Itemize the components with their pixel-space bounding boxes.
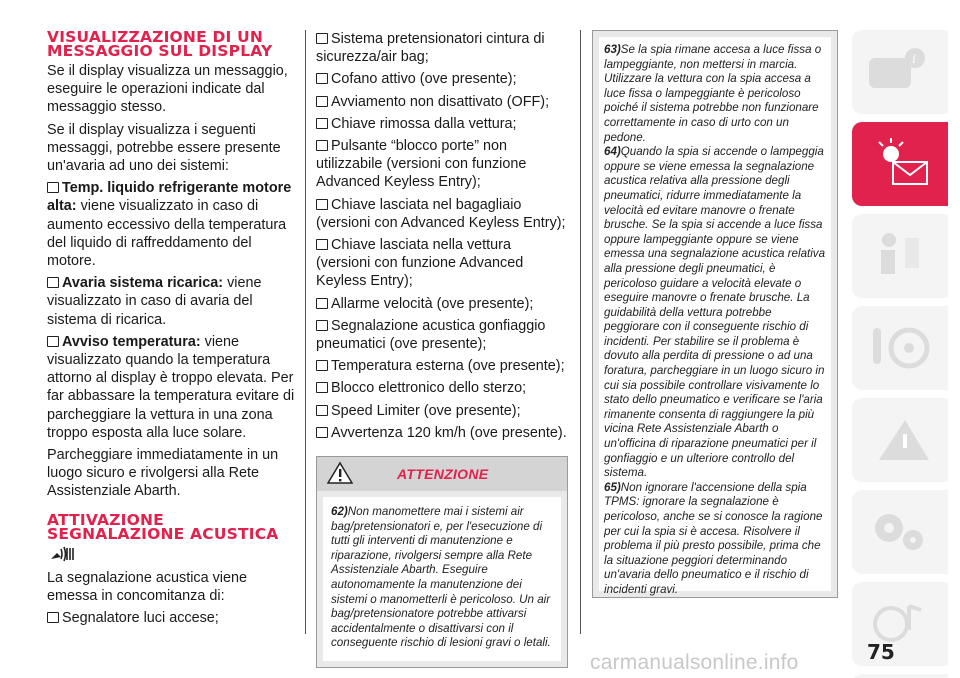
bullet-icon bbox=[316, 73, 328, 84]
tab-car-info[interactable] bbox=[852, 30, 948, 114]
paragraph: Se il display visualizza un messaggio, eseguire le operazioni indicate dal messaggio stesso. bbox=[47, 63, 288, 116]
list-item: Temp. liquido refrigerante motore alta: viene visualizzato in caso di aumento eccessivo della temperatura del liquido di raffreddamento del motore. bbox=[47, 180, 292, 270]
bullet-icon bbox=[47, 182, 59, 193]
section-heading: VISUALIZZAZIONE DI UN MESSAGGIO SUL DISPLAY bbox=[47, 28, 273, 60]
list-item: Cofano attivo (ove presente); bbox=[316, 70, 568, 88]
bullet-icon bbox=[316, 33, 328, 44]
paragraph: Parcheggiare immediatamente in un luogo sicuro e rivolgersi alla Rete Assistenziale Abarth. bbox=[47, 447, 279, 500]
tab-maintenance[interactable] bbox=[852, 490, 948, 574]
list-item: Avvertenza 120 km/h (ove presente). bbox=[316, 424, 568, 442]
list-item: Chiave rimossa dalla vettura; bbox=[316, 115, 568, 133]
list-item: Temperatura esterna (ove presente); bbox=[316, 357, 568, 375]
car-info-icon bbox=[865, 44, 935, 100]
list-item: Avviamento non disattivato (OFF); bbox=[316, 93, 568, 111]
warning-box bbox=[316, 456, 568, 668]
list-item: Speed Limiter (ove presente); bbox=[316, 402, 568, 420]
warning-body bbox=[323, 497, 561, 661]
steering-key-icon bbox=[865, 320, 935, 376]
tab-index[interactable] bbox=[852, 674, 948, 678]
bullet-icon bbox=[316, 382, 328, 393]
tab-safety[interactable] bbox=[852, 214, 948, 298]
tab-warning-lights[interactable] bbox=[852, 122, 948, 206]
bullet-icon bbox=[316, 96, 328, 107]
seat-safety-icon bbox=[865, 228, 935, 284]
column-2 bbox=[316, 30, 568, 668]
bullet-icon bbox=[316, 239, 328, 250]
svg-text:i: i bbox=[912, 52, 916, 67]
tab-driving[interactable] bbox=[852, 306, 948, 390]
warning-header bbox=[317, 457, 567, 491]
bullet-icon bbox=[47, 277, 59, 288]
list-item: Sistema pretensionatori cintura di sicurezza/air bag; bbox=[316, 31, 545, 66]
bullet-icon bbox=[316, 298, 328, 309]
bullet-icon bbox=[316, 140, 328, 151]
list-item: Avviso temperatura: viene visualizzato quando la temperatura attorno al display è troppo elevata. Per far abbassare la temperatura evitare di parcheggiare la vettura in una zona troppo esposta alla luce solare. bbox=[47, 333, 295, 441]
list-item: Pulsante “blocco porte” non utilizzabile (versioni con funzione Advanced Keyless Entry); bbox=[316, 138, 527, 191]
notes-panel bbox=[592, 30, 838, 598]
warning-title: ATTENZIONE bbox=[397, 466, 489, 483]
gears-icon bbox=[865, 504, 935, 560]
warning-lights-icon bbox=[865, 136, 935, 192]
bullet-icon bbox=[316, 199, 328, 210]
list-item: Chiave lasciata nella vettura (versioni con funzione Advanced Keyless Entry); bbox=[316, 237, 524, 290]
bullet-icon bbox=[316, 320, 328, 331]
bullet-icon bbox=[47, 612, 59, 623]
column-1 bbox=[47, 30, 297, 631]
note-63: 63)Se la spia rimane accesa a luce fissa o lampeggiante, non mettersi in marcia. Utilizzare la vettura con la spia accesa a luce fissa o lampeggiante è pericoloso poiché il sistema potrebbe non funzionare correttamente in caso di urto con un pedone. bbox=[604, 43, 822, 144]
bullet-icon bbox=[316, 405, 328, 416]
tab-emergency[interactable] bbox=[852, 398, 948, 482]
road-warning-icon bbox=[865, 412, 935, 468]
list-item: Avaria sistema ricarica: viene visualizzato in caso di avaria del sistema di ricarica. bbox=[47, 275, 262, 328]
warning-note: 62)Non manomettere mai i sistemi air bag/pretensionatori e, per l'esecuzione di tutti gli interventi di manutenzione e riparazione, rivolgersi sempre alla Rete Assistenziale Abarth. Eseguire autonomamente la manutenzione dei sistemi o manometterli è pericoloso. Un air bag/pretensionatore potrebbe attivarsi accidentalmente o disattivarsi con il conseguente rischio di lesioni gravi o letali. bbox=[331, 505, 551, 650]
list-item: Allarme velocità (ove presente); bbox=[316, 295, 568, 313]
column-divider bbox=[580, 30, 581, 634]
bullet-icon bbox=[316, 427, 328, 438]
bullet-icon bbox=[316, 360, 328, 371]
section-heading: ATTIVAZIONE SEGNALAZIONE ACUSTICA bbox=[47, 510, 279, 543]
bullet-list bbox=[316, 30, 568, 442]
note-64: 64)Quando la spia si accende o lampeggia oppure se viene emessa la segnalazione acustica relativa alla pressione degli pneumatici, ridurre immediatamente la velocità ed evitare manovre o frenate brusche. Se la spia si accende a luce fissa oppure lampeggiante oppure se viene emessa una segnalazione acustica relativa alla pressione degli pneumatici, è pericoloso guidare a velocità elevate o eseguire manovre o frenate brusche. La guidabilità della vettura potrebbe peggiorare con il conseguente rischio di incidenti. Per stabilire se il problema è dovuto alla perdita di pressione o ad una foratura, parcheggiare in un luogo sicuro in cui sia possibile controllare visivamente lo stato dello pneumatico e verificare se l'aria rimanente consenta di raggiungere la più vicina Rete Assistenziale Abarth o un'officina di riparazione pneumatici per il gonfiaggio e un ulteriore controllo del sistema. bbox=[604, 145, 826, 480]
chapter-tabs bbox=[852, 30, 960, 678]
bullet-icon bbox=[316, 118, 328, 129]
list-item: Segnalatore luci accese; bbox=[47, 609, 297, 627]
list-item: Blocco elettronico dello sterzo; bbox=[316, 379, 568, 397]
note-65: 65)Non ignorare l'accensione della spia TPMS: ignorare la segnalazione è pericoloso, anche se si conosce la ragione per cui la spia si è accesa. Risolvere il problema il più presto possibile, prima che la situazione peggiori determinando un'avaria dello pneumatico e il rischio di incidenti gravi. bbox=[604, 480, 823, 596]
watermark: carmanualsonline.info bbox=[590, 651, 799, 674]
column-divider bbox=[305, 30, 306, 634]
paragraph: La segnalazione acustica viene emessa in concomitanza di: bbox=[47, 569, 248, 604]
page-number: 75 bbox=[867, 640, 895, 664]
bullet-icon bbox=[47, 336, 59, 347]
warning-triangle-icon bbox=[327, 461, 353, 485]
list-item: Chiave lasciata nel bagagliaio (versioni con Advanced Keyless Entry); bbox=[316, 196, 566, 231]
column-3 bbox=[592, 30, 838, 598]
paragraph: Se il display visualizza i seguenti messaggi, potrebbe essere presente un'avaria ad uno dei sistemi: bbox=[47, 121, 281, 175]
acoustic-signal-icon bbox=[49, 545, 297, 563]
list-item: Segnalazione acustica gonfiaggio pneumatici (ove presente); bbox=[316, 317, 546, 353]
